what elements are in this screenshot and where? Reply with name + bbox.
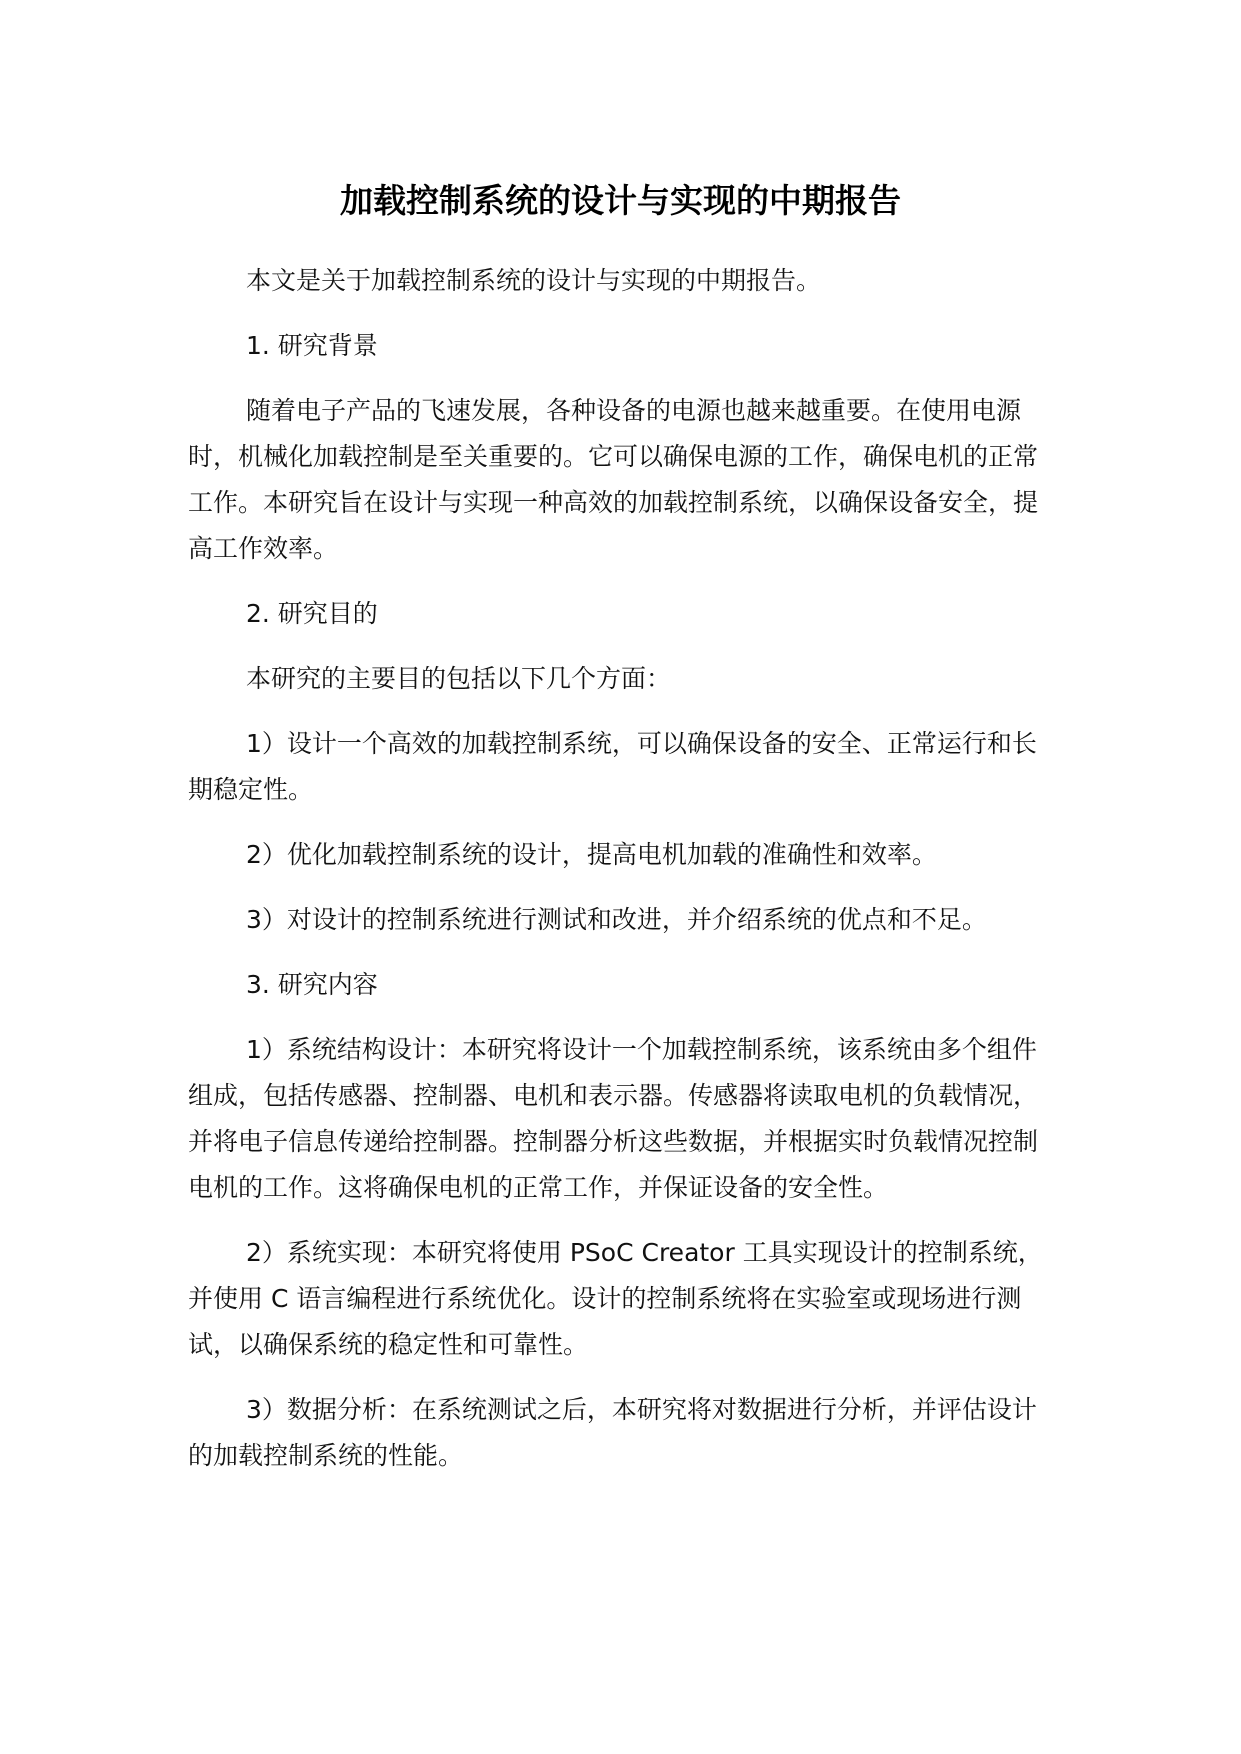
- section-heading-content: 3. 研究内容: [246, 970, 378, 999]
- document-body: [188, 258, 1058, 1498]
- document-title: 加载控制系统的设计与实现的中期报告: [340, 181, 901, 220]
- content-item-2: 2）系统实现：本研究将使用 PSoC Creator 工具实现设计的控制系统，并使用 C 语言编程进行系统优化。设计的控制系统将在实验室或现场进行测试，以确保系统的稳定性和可靠性。: [188, 1238, 1043, 1359]
- content-item-1: 1）系统结构设计：本研究将设计一个加载控制系统，该系统由多个组件组成，包括传感器、控制器、电机和表示器。传感器将读取电机的负载情况，并将电子信息传递给控制器。控制器分析这些数据，并根据实时负载情况控制电机的工作。这将确保电机的正常工作，并保证设备的安全性。: [188, 1035, 1039, 1202]
- intro-paragraph: 本文是关于加载控制系统的设计与实现的中期报告。: [246, 266, 822, 295]
- background-paragraph: 随着电子产品的飞速发展，各种设备的电源也越来越重要。在使用电源时，机械化加载控制是至关重要的。它可以确保电源的工作，确保电机的正常工作。本研究旨在设计与实现一种高效的加载控制系统，以确保设备安全，提高工作效率。: [188, 396, 1039, 563]
- section-heading-purpose: 2. 研究目的: [246, 599, 378, 628]
- content-item-3: 3）数据分析：在系统测试之后，本研究将对数据进行分析，并评估设计的加载控制系统的性能。: [188, 1395, 1037, 1470]
- purpose-intro-paragraph: 本研究的主要目的包括以下几个方面：: [246, 664, 672, 693]
- section-heading-background: 1. 研究背景: [246, 331, 378, 360]
- purpose-item-3: 3）对设计的控制系统进行测试和改进，并介绍系统的优点和不足。: [246, 905, 987, 934]
- purpose-item-2: 2）优化加载控制系统的设计，提高电机加载的准确性和效率。: [246, 840, 937, 869]
- purpose-item-1: 1）设计一个高效的加载控制系统，可以确保设备的安全、正常运行和长期稳定性。: [188, 729, 1037, 804]
